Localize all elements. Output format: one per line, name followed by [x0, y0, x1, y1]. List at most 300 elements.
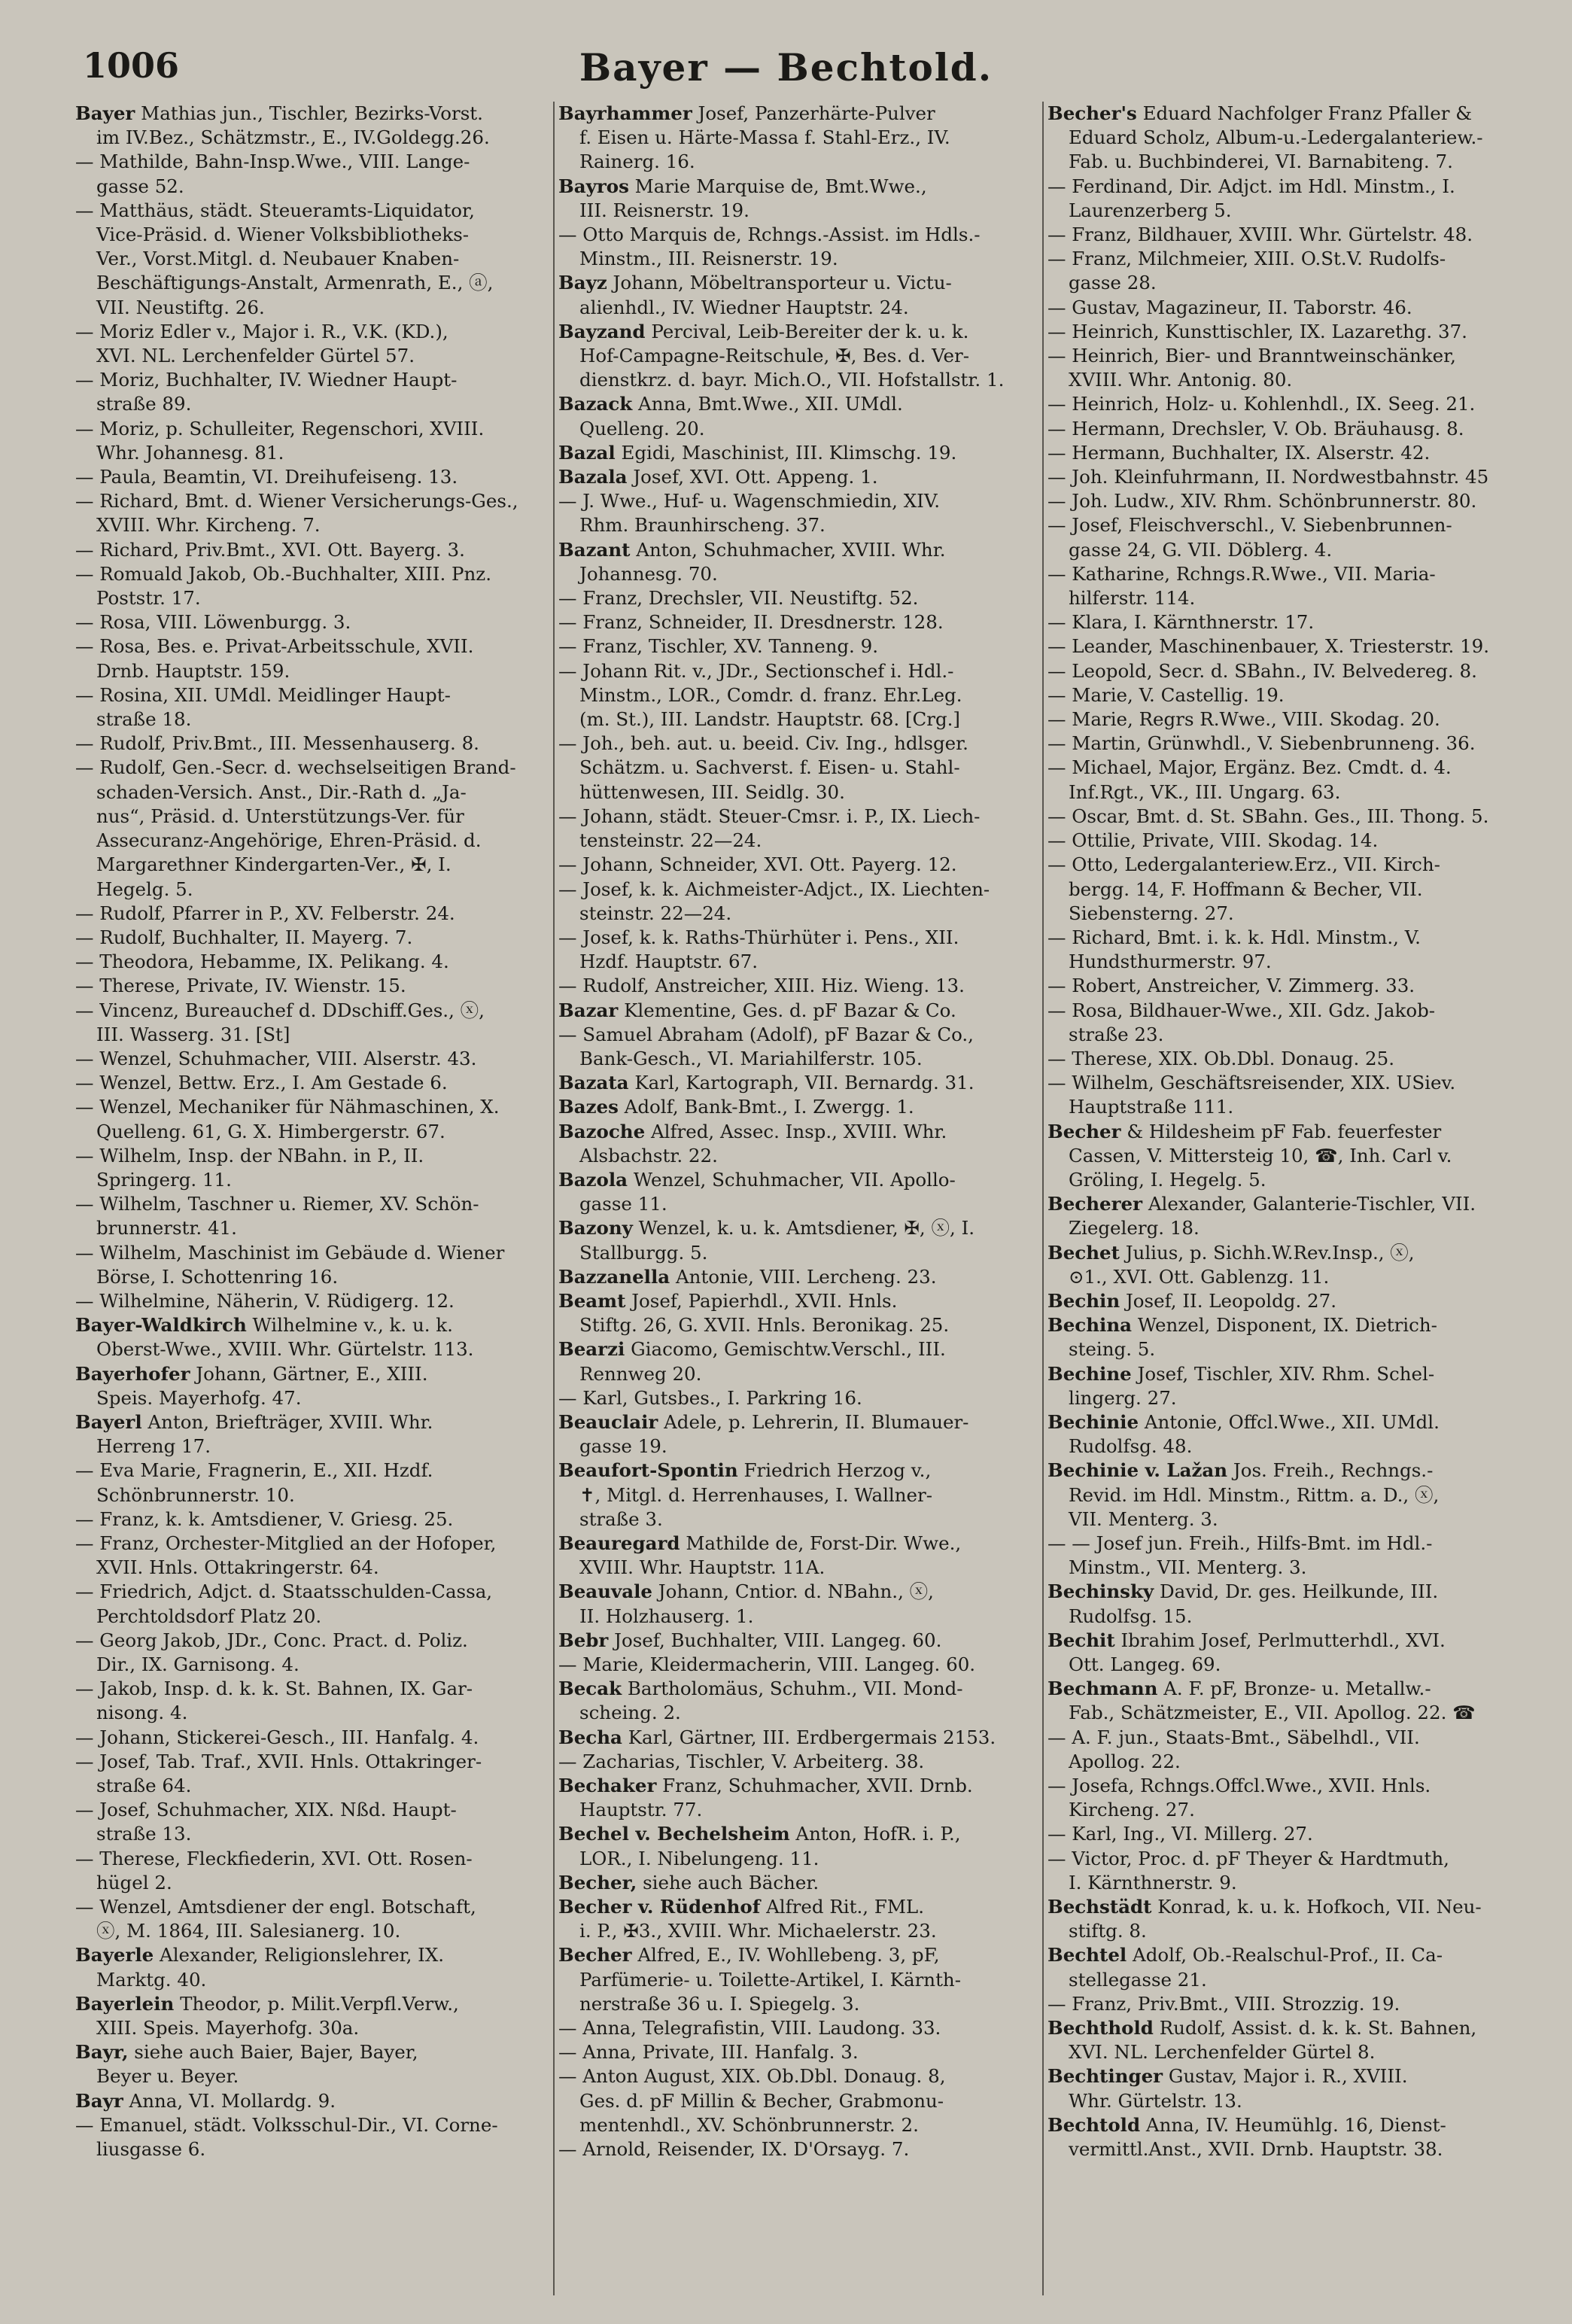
directory-entry — [1047, 1120, 1533, 1193]
entry-text: Johann, Cntior. d. NBahn., ⓧ, II. Holzhauserg. 1. — [579, 1580, 934, 1627]
entry-text: Konrad, k. u. k. Hofkoch, VII. Neu- stiftg. 8. — [1069, 1896, 1482, 1942]
directory-entry — [558, 1580, 1044, 1628]
entry-text: — Oscar, Bmt. d. St. SBahn. Ges., III. Thong. 5. — [1047, 805, 1489, 827]
entry-text: — Richard, Bmt. d. Wiener Versicherungs-Ges., XVIII. Whr. Kircheng. 7. — [75, 490, 518, 537]
entry-text: — Heinrich, Kunsttischler, IX. Lazarethg. 37. — [1047, 320, 1467, 342]
directory-entry — [558, 465, 1044, 489]
entry-text: Giacomo, Gemischtw.Verschl., III. Rennweg 20. — [579, 1338, 946, 1385]
directory-entry — [1047, 1241, 1533, 1289]
directory-entry — [558, 634, 1044, 659]
entry-text: — Martin, Grünwhdl., V. Siebenbrunneng. 36. — [1047, 732, 1476, 755]
entry-text: Anton, Schuhmacher, XVIII. Whr. Johannesg. 70. — [579, 538, 946, 585]
entry-text: Wenzel, Disponent, IX. Dietrich- steing. 5. — [1069, 1314, 1437, 1361]
directory-entry — [1047, 1313, 1533, 1361]
entry-surname: Bazony — [558, 1217, 633, 1240]
directory-entry — [1047, 247, 1533, 295]
directory-entry — [75, 950, 561, 974]
entry-surname: Bechstädt — [1047, 1896, 1152, 1918]
directory-entry — [558, 1265, 1044, 1289]
entry-surname: Becher's — [1047, 102, 1137, 124]
directory-entry — [558, 1726, 1044, 1750]
entry-text: — Josef, Tab. Traf., XVII. Hnls. Ottakringer- straße 64. — [75, 1750, 482, 1797]
directory-entry — [558, 1289, 1044, 1337]
column-1 — [75, 102, 561, 2303]
entry-surname: Bayzand — [558, 320, 646, 342]
directory-entry — [1047, 1362, 1533, 1410]
entry-text: — Rosa, Bildhauer-Wwe., XII. Gdz. Jakob- straße 23. — [1047, 999, 1436, 1045]
directory-entry — [75, 1095, 561, 1143]
entry-text: — Ferdinand, Dir. Adjct. im Hdl. Minstm., I. Laurenzerberg 5. — [1047, 175, 1455, 221]
entry-surname: Bayerle — [75, 1944, 154, 1967]
entry-surname: Bazes — [558, 1096, 619, 1118]
directory-entry — [1047, 1992, 1533, 2016]
directory-entry — [75, 2089, 561, 2113]
entry-text: Franz, Schuhmacher, XVII. Drnb. Hauptstr. 77. — [579, 1775, 973, 1821]
entry-surname: Beamt — [558, 1289, 626, 1312]
entry-text: — Franz, Schneider, II. Dresdnerstr. 128. — [558, 611, 944, 634]
entry-text: — Johann, Schneider, XVI. Ott. Payerg. 12. — [558, 853, 957, 876]
entry-text: Antonie, Offcl.Wwe., XII. UMdl. Rudolfsg. 48. — [1069, 1410, 1440, 1458]
entry-text: — Joh. Kleinfuhrmann, II. Nordwestbahnstr. 45 — [1047, 466, 1489, 488]
entry-text: — Otto Marquis de, Rchngs.-Assist. im Hdls.- Minstm., III. Reisnerstr. 19. — [558, 224, 981, 270]
directory-entry — [558, 1943, 1044, 2016]
directory-entry — [1047, 392, 1533, 416]
entry-text: Adele, p. Lehrerin, II. Blumauer- gasse 19. — [579, 1410, 969, 1458]
entry-surname: Bayr — [75, 2089, 123, 2112]
entry-text: — Georg Jakob, JDr., Conc. Pract. d. Poliz. Dir., IX. Garnisong. 4. — [75, 1629, 468, 1675]
directory-entry — [75, 974, 561, 998]
entry-text: — Therese, Private, IV. Wienstr. 15. — [75, 975, 406, 997]
entry-text: — Wenzel, Mechaniker für Nähmaschinen, X. Quelleng. 61, G. X. Himbergerstr. 67. — [75, 1096, 500, 1142]
directory-entry — [1047, 562, 1533, 610]
directory-entry — [558, 2016, 1044, 2040]
entry-text: — Franz, Milchmeier, XIII. O.St.V. Rudolfs- gasse 28. — [1047, 248, 1446, 294]
directory-entry — [1047, 999, 1533, 1047]
directory-entry — [75, 902, 561, 926]
entry-text: Percival, Leib-Bereiter der k. u. k. Hof-Campagne-Reitschule, ✠, Bes. d. Ver- dienstkrz. d. bayr. Mich.O., VII. Hofstallstr. 1. — [579, 320, 1005, 391]
entry-surname: Bechine — [1047, 1362, 1132, 1385]
entry-text: Alfred, Assec. Insp., XVIII. Whr. Alsbachstr. 22. — [579, 1120, 947, 1167]
column-divider — [1042, 102, 1044, 2295]
entry-surname: Bazata — [558, 1072, 629, 1094]
entry-text: — Theodora, Hebamme, IX. Pelikang. 4. — [75, 951, 449, 973]
directory-entry — [75, 1750, 561, 1798]
directory-entry — [1047, 513, 1533, 561]
entry-text: — Klara, I. Kärnthnerstr. 17. — [1047, 611, 1315, 634]
entry-surname: Bearzi — [558, 1338, 625, 1361]
entry-text: Anton, Briefträger, XVIII. Whr. Herreng 17. — [96, 1410, 433, 1458]
directory-entry — [1047, 2064, 1533, 2113]
directory-entry — [1047, 926, 1533, 974]
directory-entry — [558, 853, 1044, 877]
entry-text: Karl, Kartograph, VII. Bernardg. 31. — [628, 1072, 975, 1094]
directory-entry — [1047, 489, 1533, 513]
entry-text: — Matthäus, städt. Steueramts-Liquidator, Vice-Präsid. d. Wiener Volksbibliotheks- Ver., Vorst.Mitgl. d. Neubauer Knaben- Beschäftigungs-Anstalt, Armenrath, E., ⓐ, VII. Neustiftg. 26. — [75, 199, 494, 318]
entry-text: — Joh., beh. aut. u. beeid. Civ. Ing., hdlsger. Schätzm. u. Sachverst. f. Eisen- u. Stahl- hüttenwesen, III. Seidlg. 30. — [558, 732, 968, 803]
directory-entry — [75, 1192, 561, 1240]
entry-text: Adolf, Bank-Bmt., I. Zwergg. 1. — [618, 1096, 914, 1118]
directory-entry — [558, 1071, 1044, 1095]
directory-entry — [558, 1677, 1044, 1725]
entry-text: Josef, Papierhdl., XVII. Hnls. Stiftg. 26, G. XVII. Hnls. Beronikag. 25. — [579, 1289, 950, 1337]
entry-text: — Franz, Tischler, XV. Tanneng. 9. — [558, 635, 878, 658]
directory-entry — [1047, 1192, 1533, 1240]
directory-entry — [75, 683, 561, 732]
entry-text: Alfred, E., IV. Wohllebeng. 3, pF, Parfümerie- u. Toilette-Artikel, I. Kärnth- nerstraße 36 u. I. Spiegelg. 3. — [579, 1944, 961, 2015]
directory-entry — [1047, 102, 1533, 175]
directory-entry — [558, 610, 1044, 634]
entry-text: — Wilhelm, Taschner u. Riemer, XV. Schön- brunnerstr. 41. — [75, 1193, 479, 1240]
directory-entry — [1047, 1847, 1533, 1895]
running-head: Bayer — Bechtold. — [579, 45, 993, 90]
directory-entry — [75, 1241, 561, 1289]
directory-entry — [558, 1629, 1044, 1653]
directory-entry — [75, 417, 561, 465]
entry-surname: Bechet — [1047, 1241, 1120, 1264]
entry-text: — Zacharias, Tischler, V. Arbeiterg. 38. — [558, 1750, 925, 1772]
entry-surname: Bechaker — [558, 1775, 657, 1797]
entry-text: — Rosa, Bes. e. Privat-Arbeitsschule, XVII. Drnb. Hauptstr. 159. — [75, 635, 474, 682]
entry-text: Bartholomäus, Schuhm., VII. Mond- scheing. 2. — [579, 1678, 963, 1724]
directory-entry — [558, 878, 1044, 926]
entry-text: — Anna, Telegrafistin, VIII. Laudong. 33. — [558, 2017, 941, 2040]
directory-entry — [1047, 756, 1533, 804]
entry-text: — Jakob, Insp. d. k. k. St. Bahnen, IX. Gar- nisong. 4. — [75, 1678, 473, 1724]
entry-text: — Eva Marie, Fragnerin, E., XII. Hzdf. Schönbrunnerstr. 10. — [75, 1459, 433, 1506]
entry-text: Julius, p. Sichh.W.Rev.Insp., ⓧ, ⊙1., XVI. Ott. Gablenzg. 11. — [1069, 1241, 1415, 1288]
entry-text: Josef, XVI. Ott. Appeng. 1. — [627, 466, 878, 488]
entry-surname: Bazzanella — [558, 1265, 670, 1288]
entry-text: — Franz, Bildhauer, XVIII. Whr. Gürtelstr. 48. — [1047, 224, 1473, 246]
directory-entry — [558, 926, 1044, 974]
entry-text: — Katharine, Rchngs.R.Wwe., VII. Maria- hilferstr. 114. — [1047, 562, 1436, 610]
entry-surname: Bazar — [558, 999, 619, 1021]
directory-entry — [75, 1532, 561, 1580]
entry-text: — Josefa, Rchngs.Offcl.Wwe., XVII. Hnls. Kircheng. 27. — [1047, 1775, 1431, 1821]
entry-text: — Karl, Ing., VI. Millerg. 27. — [1047, 1823, 1313, 1845]
entry-text: Antonie, VIII. Lercheng. 23. — [670, 1265, 937, 1288]
entry-text: Marie Marquise de, Bmt.Wwe., III. Reisnerstr. 19. — [579, 175, 927, 221]
entry-text: — Josef, k. k. Aichmeister-Adjct., IX. Liechten- steinstr. 22—24. — [558, 878, 990, 924]
entry-text: — Wilhelm, Maschinist im Gebäude d. Wiener Börse, I. Schottenring 16. — [75, 1241, 505, 1288]
entry-text: — Rudolf, Gen.-Secr. d. wechselseitigen Brand- schaden-Versich. Anst., Dir.-Rath d. „Ja- nus“, Präsid. d. Unterstützungs-Ver. für Assecuranz-Angehörige, Ehren-Präsid. d. Margarethner Kindergarten-Ver., ✠, I. Hegelg. 5. — [75, 756, 516, 900]
entry-text: — Romuald Jakob, Ob.-Buchhalter, XIII. Pnz. Poststr. 17. — [75, 562, 491, 610]
directory-entry — [1047, 1580, 1533, 1628]
directory-entry — [75, 1071, 561, 1095]
entry-text: — Wilhelm, Insp. der NBahn. in P., II. Springerg. 11. — [75, 1144, 424, 1191]
entry-text: — Leopold, Secr. d. SBahn., IV. Belvedereg. 8. — [1047, 659, 1477, 682]
entry-text: — Wenzel, Amtsdiener der engl. Botschaft, ⓧ, M. 1864, III. Salesianerg. 10. — [75, 1896, 476, 1942]
entry-text: siehe auch Baier, Bajer, Bayer, Beyer u. Beyer. — [96, 2041, 418, 2088]
entry-surname: Becher v. Rüdenhof — [558, 1896, 761, 1918]
directory-entry — [75, 1313, 561, 1361]
entry-text: — Johann, Stickerei-Gesch., III. Hanfalg. 4. — [75, 1726, 479, 1748]
directory-entry — [75, 465, 561, 489]
directory-entry — [558, 1410, 1044, 1459]
directory-entry — [558, 974, 1044, 998]
entry-text: Jos. Freih., Rechngs.- Revid. im Hdl. Minstm., Rittm. a. D., ⓧ, VII. Menterg. 3. — [1069, 1459, 1440, 1530]
entry-text: — Franz, Priv.Bmt., VIII. Strozzig. 19. — [1047, 1992, 1400, 2015]
entry-text: Anna, IV. Heumühlg. 16, Dienst- vermittl.Anst., XVII. Drnb. Hauptstr. 38. — [1069, 2113, 1446, 2161]
entry-text: Anna, VI. Mollardg. 9. — [123, 2089, 336, 2112]
entry-text: — Anton August, XIX. Ob.Dbl. Donaug. 8, Ges. d. pF Millin & Becher, Grabmonu- mentenhdl., XV. Schönbrunnerstr. 2. — [558, 2065, 946, 2136]
entry-text: — Moriz, p. Schulleiter, Regenschori, XVIII. Whr. Johannesg. 81. — [75, 417, 485, 464]
directory-entry — [75, 1047, 561, 1071]
directory-entry — [75, 199, 561, 320]
entry-text: Eduard Nachfolger Franz Pfaller & Eduard Scholz, Album-u.-Ledergalanteriew.- Fab. u. Buchbinderei, VI. Barnabiteng. 7. — [1069, 102, 1483, 173]
entry-text: Alexander, Galanterie-Tischler, VII. Ziegelerg. 18. — [1069, 1193, 1476, 1240]
directory-entry — [1047, 1943, 1533, 1991]
entry-text: Egidi, Maschinist, III. Klimschg. 19. — [615, 441, 957, 464]
entry-surname: Becha — [558, 1726, 622, 1748]
directory-entry — [75, 1507, 561, 1532]
entry-text: — Johann Rit. v., JDr., Sectionschef i. Hdl.- Minstm., LOR., Comdr. d. franz. Ehr.Leg. (m. St.), III. Landstr. Hauptstr. 68. [Crg.] — [558, 659, 962, 731]
entry-text: — Heinrich, Bier- und Branntweinschänker, XVIII. Whr. Antonig. 80. — [1047, 345, 1456, 391]
entry-text: — Rosa, VIII. Löwenburgg. 3. — [75, 611, 351, 634]
entry-surname: Becak — [558, 1678, 622, 1700]
page-header — [0, 44, 1572, 96]
entry-surname: Bebr — [558, 1629, 609, 1651]
entry-text: — Gustav, Magazineur, II. Taborstr. 46. — [1047, 296, 1412, 318]
entry-text: — Franz, Orchester-Mitglied an der Hofoper, XVII. Hnls. Ottakringerstr. 64. — [75, 1532, 497, 1579]
entry-text: — Josef, Schuhmacher, XIX. Nßd. Haupt- straße 13. — [75, 1799, 457, 1845]
directory-entry — [558, 2064, 1044, 2137]
entry-text: — Arnold, Reisender, IX. D'Orsayg. 7. — [558, 2138, 910, 2161]
directory-entry — [1047, 1410, 1533, 1459]
directory-entry — [75, 1847, 561, 1895]
directory-entry — [1047, 417, 1533, 441]
entry-surname: Bazack — [558, 393, 633, 415]
entry-surname: Bazant — [558, 538, 631, 561]
entry-text: Mathilde de, Forst-Dir. Wwe., XVIII. Whr. Hauptstr. 11A. — [579, 1532, 962, 1579]
entry-text: — Victor, Proc. d. pF Theyer & Hardtmuth, I. Kärnthnerstr. 9. — [1047, 1847, 1449, 1894]
entry-surname: Bazal — [558, 441, 616, 464]
directory-entry — [75, 1798, 561, 1846]
entry-surname: Becherer — [1047, 1193, 1143, 1215]
entry-surname: Bayros — [558, 175, 629, 197]
directory-entry — [75, 538, 561, 562]
entry-text: Alexander, Religionslehrer, IX. Marktg. 40. — [96, 1944, 445, 1991]
directory-entry — [1047, 1677, 1533, 1725]
directory-entry — [75, 489, 561, 537]
directory-entry — [75, 1410, 561, 1459]
directory-entry — [558, 1895, 1044, 1943]
directory-entry — [1047, 1774, 1533, 1822]
directory-entry — [1047, 634, 1533, 659]
directory-entry — [75, 1895, 561, 1943]
entry-text: — Richard, Priv.Bmt., XVI. Ott. Bayerg. 3. — [75, 538, 465, 561]
directory-entry — [558, 271, 1044, 319]
entry-text: — Therese, XIX. Ob.Dbl. Donaug. 25. — [1047, 1047, 1394, 1069]
entry-text: — Marie, Kleidermacherin, VIII. Langeg. 60. — [558, 1653, 976, 1675]
directory-entry — [558, 1653, 1044, 1677]
directory-entry — [75, 1144, 561, 1192]
page-number: 1006 — [83, 45, 180, 86]
directory-entry — [1047, 441, 1533, 465]
directory-entry — [558, 1774, 1044, 1822]
entry-text: — Rudolf, Priv.Bmt., III. Messenhauserg. 8. — [75, 732, 479, 755]
entry-text: — Moriz Edler v., Major i. R., V.K. (KD.), XVI. NL. Lerchenfelder Gürtel 57. — [75, 320, 448, 367]
entry-surname: Bayz — [558, 272, 607, 294]
directory-entry — [1047, 1822, 1533, 1846]
entry-surname: Bechmann — [1047, 1678, 1158, 1700]
entry-text: Ibrahim Josef, Perlmutterhdl., XVI. Ott. Langeg. 69. — [1069, 1629, 1446, 1675]
entry-text: — J. Wwe., Huf- u. Wagenschmiedin, XIV. Rhm. Braunhirscheng. 37. — [558, 490, 941, 537]
entry-text: Wenzel, Schuhmacher, VII. Apollo- gasse 11. — [579, 1168, 956, 1215]
entry-text: — Anna, Private, III. Hanfalg. 3. — [558, 2041, 859, 2064]
entry-text: David, Dr. ges. Heilkunde, III. Rudolfsg. 15. — [1069, 1580, 1439, 1627]
entry-text: — Paula, Beamtin, VI. Dreihufeiseng. 13. — [75, 466, 458, 488]
directory-entry — [75, 1677, 561, 1725]
entry-surname: Bechinie — [1047, 1410, 1139, 1433]
directory-entry — [558, 392, 1044, 440]
entry-text: — Wenzel, Schuhmacher, VIII. Alserstr. 43. — [75, 1047, 477, 1069]
entry-text: Anton, HofR. i. P., LOR., I. Nibelungeng. 11. — [579, 1823, 961, 1869]
directory-entry — [558, 1216, 1044, 1264]
entry-surname: Bechinsky — [1047, 1580, 1154, 1603]
entry-text: — Hermann, Drechsler, V. Ob. Bräuhausg. 8. — [1047, 417, 1464, 440]
entry-surname: Bayerhofer — [75, 1362, 190, 1385]
entry-surname: Bayerlein — [75, 1992, 175, 2015]
entry-text: Rudolf, Assist. d. k. k. St. Bahnen, XVI. NL. Lerchenfelder Gürtel 8. — [1069, 2017, 1477, 2064]
directory-entry — [558, 223, 1044, 271]
directory-entry — [558, 805, 1044, 853]
directory-entry — [558, 102, 1044, 175]
directory-entry — [1047, 1629, 1533, 1677]
entry-text: Adolf, Ob.-Realschul-Prof., II. Ca- stellegasse 21. — [1069, 1944, 1443, 1991]
directory-entry — [1047, 1532, 1533, 1580]
entry-text: — Rudolf, Anstreicher, XIII. Hiz. Wieng. 13. — [558, 975, 965, 997]
entry-surname: Bazala — [558, 466, 628, 488]
entry-text: — Vincenz, Bureauchef d. DDschiff.Ges., ⓧ, III. Wasserg. 31. [St] — [75, 999, 485, 1045]
directory-entry — [1047, 296, 1533, 320]
entry-text: & Hildesheim pF Fab. feuerfester Cassen, V. Mittersteig 10, ☎, Inh. Carl v. Gröling, I. Hegelg. 5. — [1069, 1120, 1452, 1191]
directory-entry — [1047, 1895, 1533, 1943]
directory-entry — [75, 1629, 561, 1677]
entry-text: — Karl, Gutsbes., I. Parkring 16. — [558, 1386, 862, 1409]
entry-text: — Wilhelmine, Näherin, V. Rüdigerg. 12. — [75, 1289, 455, 1312]
entry-surname: Beauvale — [558, 1580, 652, 1603]
entry-surname: Bayer-Waldkirch — [75, 1314, 247, 1337]
entry-surname: Bazoche — [558, 1120, 646, 1142]
entry-surname: Bayrhammer — [558, 102, 692, 124]
entry-text: Josef, Buchhalter, VIII. Langeg. 60. — [608, 1629, 942, 1651]
entry-text: — Marie, V. Castellig. 19. — [1047, 683, 1285, 706]
entry-surname: Beaufort-Spontin — [558, 1459, 738, 1482]
entry-text: — A. F. jun., Staats-Bmt., Säbelhdl., VII. Apollog. 22. — [1047, 1726, 1420, 1772]
directory-entry — [75, 150, 561, 198]
entry-surname: Bechthold — [1047, 2017, 1154, 2040]
entry-text: Karl, Gärtner, III. Erdbergermais 2153. — [622, 1726, 996, 1748]
entry-surname: Bechtold — [1047, 2113, 1141, 2136]
entry-text: — Robert, Anstreicher, V. Zimmerg. 33. — [1047, 975, 1415, 997]
directory-entry — [75, 732, 561, 756]
entry-text: Alfred Rit., FML. i. P., ✠3., XVIII. Whr. Michaelerstr. 23. — [579, 1896, 937, 1942]
directory-entry — [558, 1168, 1044, 1216]
entry-text: Anna, Bmt.Wwe., XII. UMdl. Quelleng. 20. — [579, 393, 903, 440]
entry-text: — Friedrich, Adjct. d. Staatsschulden-Cassa, Perchtoldsdorf Platz 20. — [75, 1580, 493, 1627]
entry-text: — — Josef jun. Freih., Hilfs-Bmt. im Hdl.- Minstm., VII. Menterg. 3. — [1047, 1532, 1433, 1579]
directory-entry — [558, 441, 1044, 465]
entry-surname: Beauclair — [558, 1410, 658, 1433]
entry-text: — Emanuel, städt. Volksschul-Dir., VI. Corne- liusgasse 6. — [75, 2113, 498, 2161]
directory-entry — [75, 1362, 561, 1410]
entry-text: Josef, Tischler, XIV. Rhm. Schel- lingerg. 27. — [1069, 1362, 1435, 1409]
directory-entry — [1047, 853, 1533, 926]
entry-surname: Becher, — [558, 1871, 637, 1894]
entry-text: siehe auch Bächer. — [637, 1871, 819, 1894]
entry-text: Theodor, p. Milit.Verpfl.Verw., XIII. Speis. Mayerhofg. 30a. — [96, 1992, 459, 2040]
directory-entry — [1047, 2016, 1533, 2064]
entry-text: — Therese, Fleckfiederin, XVI. Ott. Rosen- hügel 2. — [75, 1847, 473, 1894]
directory-entry — [1047, 223, 1533, 247]
entry-text: — Rosina, XII. UMdl. Meidlinger Haupt- straße 18. — [75, 683, 451, 731]
directory-entry — [75, 1289, 561, 1313]
directory-entry — [1047, 2113, 1533, 2161]
entry-text: Johann, Gärtner, E., XIII. Speis. Mayerhofg. 47. — [96, 1362, 428, 1409]
directory-entry — [1047, 1071, 1533, 1119]
directory-entry — [75, 634, 561, 683]
directory-entry — [558, 1459, 1044, 1532]
directory-entry — [1047, 465, 1533, 489]
directory-entry — [558, 1871, 1044, 1895]
entry-text: — Wenzel, Bettw. Erz., I. Am Gestade 6. — [75, 1072, 448, 1094]
column-3 — [1047, 102, 1533, 2303]
entry-text: — Josef, k. k. Raths-Thürhüter i. Pens., XII. Hzdf. Hauptstr. 67. — [558, 926, 959, 973]
entry-text: Friedrich Herzog v., ✝, Mitgl. d. Herrenhauses, I. Wallner- straße 3. — [579, 1459, 933, 1530]
entry-text: — Franz, k. k. Amtsdiener, V. Griesg. 25. — [75, 1507, 454, 1530]
entry-text: — Josef, Fleischverschl., V. Siebenbrunnen- gasse 24, G. VII. Döblerg. 4. — [1047, 514, 1452, 561]
entry-text: A. F. pF, Bronze- u. Metallw.- Fab., Schätzmeister, E., VII. Apollog. 22. ☎ — [1069, 1678, 1476, 1724]
directory-entry — [558, 1750, 1044, 1774]
directory-entry — [558, 1386, 1044, 1410]
column-divider — [553, 102, 555, 2295]
entry-text: — Ottilie, Private, VIII. Skodag. 14. — [1047, 829, 1379, 852]
directory-entry — [558, 732, 1044, 805]
entry-text: Wenzel, k. u. k. Amtsdiener, ✠, ⓧ, I. Stallburgg. 5. — [579, 1217, 975, 1264]
directory-entry — [1047, 344, 1533, 392]
directory-entry — [75, 1726, 561, 1750]
directory-entry — [1047, 974, 1533, 998]
entry-surname: Bechin — [1047, 1289, 1120, 1312]
directory-entry — [75, 1580, 561, 1628]
entry-surname: Bechel v. Bechelsheim — [558, 1823, 790, 1845]
directory-entry — [75, 368, 561, 416]
entry-surname: Bayerl — [75, 1410, 142, 1433]
directory-entry — [1047, 1289, 1533, 1313]
entry-text: Josef, Panzerhärte-Pulver f. Eisen u. Härte-Massa f. Stahl-Erz., IV. Rainerg. 16. — [579, 102, 950, 173]
entry-text: Gustav, Major i. R., XVIII. Whr. Gürtelstr. 13. — [1069, 2065, 1408, 2112]
directory-entry — [75, 610, 561, 634]
entry-text: — Hermann, Buchhalter, IX. Alserstr. 42. — [1047, 441, 1431, 464]
directory-entry — [75, 1943, 561, 1991]
entry-surname: Beauregard — [558, 1532, 680, 1554]
entry-surname: Bechit — [1047, 1629, 1115, 1651]
directory-entry — [558, 2040, 1044, 2064]
directory-entry — [75, 562, 561, 610]
directory-entry — [75, 2040, 561, 2088]
entry-text: — Marie, Regrs R.Wwe., VIII. Skodag. 20. — [1047, 708, 1440, 731]
entry-surname: Bayer — [75, 102, 135, 124]
entry-text: — Samuel Abraham (Adolf), pF Bazar & Co., Bank-Gesch., VI. Mariahilferstr. 105. — [558, 1023, 974, 1069]
entry-text: Wilhelmine v., k. u. k. Oberst-Wwe., XVIII. Whr. Gürtelstr. 113. — [96, 1314, 474, 1361]
entry-surname: Bechtel — [1047, 1944, 1127, 1967]
directory-entry — [75, 756, 561, 901]
entry-surname: Bechina — [1047, 1314, 1133, 1337]
entry-surname: Bechinie v. Lažan — [1047, 1459, 1228, 1482]
entry-text: — Moriz, Buchhalter, IV. Wiedner Haupt- straße 89. — [75, 369, 458, 415]
directory-entry — [1047, 1459, 1533, 1532]
